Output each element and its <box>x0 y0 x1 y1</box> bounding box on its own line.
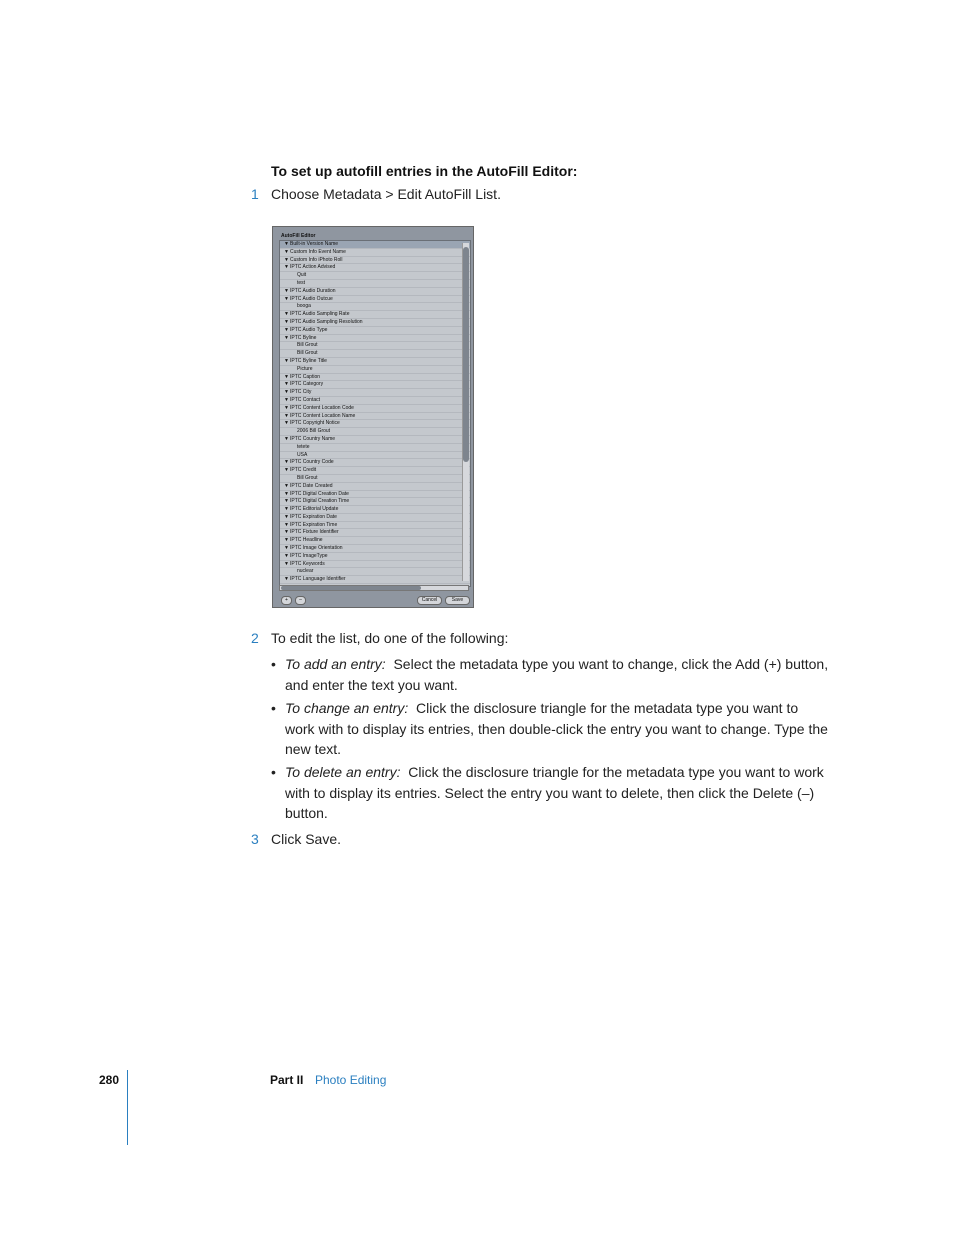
list-row-label: IPTC Audio Sampling Rate <box>290 311 350 318</box>
list-row-label: IPTC Editorial Update <box>290 506 339 513</box>
list-row-label: IPTC Language Identifier <box>290 576 346 583</box>
disclosure-triangle-icon: ▼ <box>284 552 289 559</box>
list-category <box>280 327 470 335</box>
list-row-label: IPTC Image Orientation <box>290 545 343 552</box>
list-row-label: IPTC Date Created <box>290 482 333 489</box>
list-category <box>280 257 470 265</box>
list-entry <box>280 280 470 288</box>
list-category <box>280 459 470 467</box>
list-row-label: IPTC Byline <box>290 334 317 341</box>
autofill-list <box>279 240 471 587</box>
list-row-label: 2006 Bill Grout <box>297 428 331 435</box>
list-category <box>280 467 470 475</box>
list-row-label: IPTC Headline <box>290 537 323 544</box>
disclosure-triangle-icon: ▼ <box>284 373 289 380</box>
list-row-label: IPTC Credit <box>290 467 317 474</box>
step-number: 3 <box>251 831 259 847</box>
disclosure-triangle-icon: ▼ <box>284 287 289 294</box>
list-row-label: IPTC Country Code <box>290 459 334 466</box>
list-category <box>280 335 470 343</box>
disclosure-triangle-icon: ▼ <box>284 264 289 271</box>
disclosure-triangle-icon: ▼ <box>284 311 289 318</box>
disclosure-triangle-icon: ▼ <box>284 560 289 567</box>
list-row-label: IPTC Contact <box>290 396 321 403</box>
list-category <box>280 436 470 444</box>
list-row-label: USA <box>297 451 308 458</box>
bullet-text: Click the disclosure triangle for the metadata type you want to work with to display its entries. Select the entry you want to delete, then click the Delete (–) button. <box>285 764 824 821</box>
disclosure-triangle-icon: ▼ <box>284 381 289 388</box>
list-row-label: Quit <box>297 272 307 279</box>
autofill-editor-screenshot <box>272 226 474 608</box>
list-entry <box>280 303 470 311</box>
disclosure-triangle-icon: ▼ <box>284 537 289 544</box>
step-text: Choose Metadata > Edit AutoFill List. <box>271 186 501 202</box>
list-row-label: IPTC Keywords <box>290 560 325 567</box>
disclosure-triangle-icon: ▼ <box>284 389 289 396</box>
list-category <box>280 397 470 405</box>
list-category <box>280 249 470 257</box>
list-entry <box>280 568 470 576</box>
list-entry <box>280 342 470 350</box>
list-row-label: IPTC Audio Duration <box>290 287 336 294</box>
step-number: 2 <box>251 630 259 646</box>
list-row-label: IPTC Byline Title <box>290 357 327 364</box>
list-category <box>280 420 470 428</box>
disclosure-triangle-icon: ▼ <box>284 420 289 427</box>
list-row-label: IPTC Caption <box>290 373 321 380</box>
disclosure-triangle-icon: ▼ <box>284 404 289 411</box>
list-category <box>280 514 470 522</box>
list-row-label: Built-in Version Name <box>290 241 339 247</box>
list-category <box>280 529 470 537</box>
vertical-scroll-thumb <box>463 247 469 462</box>
list-category <box>280 498 470 506</box>
list-row-label: tetete <box>297 443 310 450</box>
disclosure-triangle-icon: ▼ <box>284 482 289 489</box>
list-entry <box>280 272 470 280</box>
list-row-label: Picture <box>297 365 313 372</box>
disclosure-triangle-icon: ▼ <box>284 326 289 333</box>
bullet-label: To change an entry: <box>285 700 409 716</box>
disclosure-triangle-icon: ▼ <box>284 459 289 466</box>
list-row-label: Bill Grout <box>297 474 318 481</box>
list-category <box>280 381 470 389</box>
disclosure-triangle-icon: ▼ <box>284 357 289 364</box>
list-row-label: IPTC Audio Type <box>290 326 328 333</box>
bullet-mark: • <box>271 700 276 716</box>
list-row-label: IPTC Fixture Identifier <box>290 529 339 536</box>
disclosure-triangle-icon: ▼ <box>284 396 289 403</box>
editor-title: AutoFill Editor <box>281 233 316 239</box>
step-text: To edit the list, do one of the following: <box>271 630 509 646</box>
list-row-label: IPTC Country Name <box>290 435 336 442</box>
list-row-label: nuclear <box>297 568 314 575</box>
list-row-label: test <box>297 279 306 286</box>
disclosure-triangle-icon: ▼ <box>284 513 289 520</box>
list-category <box>280 545 470 553</box>
list-category <box>280 522 470 530</box>
list-category <box>280 296 470 304</box>
disclosure-triangle-icon: ▼ <box>284 576 289 583</box>
footer-part: Part II <box>270 1073 304 1087</box>
list-category <box>280 358 470 366</box>
horizontal-scroll-thumb <box>281 586 421 590</box>
list-category <box>280 288 470 296</box>
disclosure-triangle-icon: ▼ <box>284 498 289 505</box>
list-row-label: Custom Info iPhoto Roll <box>290 256 343 263</box>
footer-divider <box>127 1070 128 1145</box>
list-category <box>280 319 470 327</box>
list-entry <box>280 366 470 374</box>
list-row-label: IPTC ImageType <box>290 552 328 559</box>
list-entry <box>280 350 470 358</box>
list-entry <box>280 428 470 436</box>
list-row-label: IPTC Content Location Code <box>290 404 354 411</box>
disclosure-triangle-icon: ▼ <box>284 334 289 341</box>
list-row-label: IPTC Copyright Notice <box>290 420 340 427</box>
list-row-label: IPTC Digital Creation Time <box>290 498 350 505</box>
bullet-mark: • <box>271 764 276 780</box>
vertical-scrollbar <box>462 243 469 581</box>
list-category <box>280 413 470 421</box>
list-row-label: IPTC Expiration Date <box>290 513 337 520</box>
list-category <box>280 576 470 584</box>
list-row-label: IPTC Digital Creation Date <box>290 490 349 497</box>
procedure-heading: To set up autofill entries in the AutoFill Editor: <box>271 163 578 179</box>
bullet-text: Select the metadata type you want to change, click the Add (+) button, and enter the text you want. <box>285 656 829 693</box>
disclosure-triangle-icon: ▼ <box>284 256 289 263</box>
list-category <box>280 483 470 491</box>
list-entry <box>280 452 470 460</box>
disclosure-triangle-icon: ▼ <box>284 545 289 552</box>
delete-button: – <box>295 596 306 605</box>
list-category <box>280 506 470 514</box>
disclosure-triangle-icon: ▼ <box>284 241 289 247</box>
step-text: Click Save. <box>271 831 342 847</box>
list-entry <box>280 444 470 452</box>
list-row-label: IPTC Content Location Name <box>290 412 356 419</box>
list-category <box>280 553 470 561</box>
list-category <box>280 374 470 382</box>
disclosure-triangle-icon: ▼ <box>284 248 289 255</box>
disclosure-triangle-icon: ▼ <box>284 467 289 474</box>
save-button: Save <box>445 596 470 605</box>
bullet-add-entry <box>271 654 831 695</box>
horizontal-scrollbar <box>279 585 469 591</box>
list-category <box>280 241 470 249</box>
disclosure-triangle-icon: ▼ <box>284 521 289 528</box>
list-row-label: IPTC Expiration Time <box>290 521 338 528</box>
bullet-delete-entry <box>271 762 831 824</box>
bullet-label: To delete an entry: <box>285 764 401 780</box>
list-row-label: IPTC Audio Outcue <box>290 295 333 302</box>
disclosure-triangle-icon: ▼ <box>284 529 289 536</box>
bullet-mark: • <box>271 656 276 672</box>
list-category <box>280 561 470 569</box>
list-category <box>280 405 470 413</box>
bullet-label: To add an entry: <box>285 656 386 672</box>
list-row-label: Bill Grout <box>297 342 318 349</box>
list-row-label: Custom Info Event Name <box>290 248 346 255</box>
list-row-label: IPTC Audio Sampling Resolution <box>290 318 363 325</box>
list-category <box>280 389 470 397</box>
cancel-button: Cancel <box>417 596 442 605</box>
disclosure-triangle-icon: ▼ <box>284 506 289 513</box>
step-number: 1 <box>251 186 259 202</box>
disclosure-triangle-icon: ▼ <box>284 412 289 419</box>
page-number: 280 <box>99 1073 120 1087</box>
list-row-label: booga <box>297 303 311 310</box>
list-row-label: IPTC Category <box>290 381 324 388</box>
list-row-label: IPTC City <box>290 389 312 396</box>
bullet-change-entry <box>271 698 831 760</box>
footer-chapter: Photo Editing <box>315 1073 387 1087</box>
list-category <box>280 264 470 272</box>
disclosure-triangle-icon: ▼ <box>284 490 289 497</box>
disclosure-triangle-icon: ▼ <box>284 435 289 442</box>
list-row-label: Bill Grout <box>297 350 318 357</box>
disclosure-triangle-icon: ▼ <box>284 318 289 325</box>
list-category <box>280 311 470 319</box>
add-button: + <box>281 596 292 605</box>
list-row-label: IPTC Action Advised <box>290 264 336 271</box>
bullet-text: Click the disclosure triangle for the metadata type you want to work with to display its entries, then double-click the entry you want to change. Type the new text. <box>285 700 828 757</box>
list-entry <box>280 475 470 483</box>
list-category <box>280 491 470 499</box>
list-category <box>280 537 470 545</box>
disclosure-triangle-icon: ▼ <box>284 295 289 302</box>
